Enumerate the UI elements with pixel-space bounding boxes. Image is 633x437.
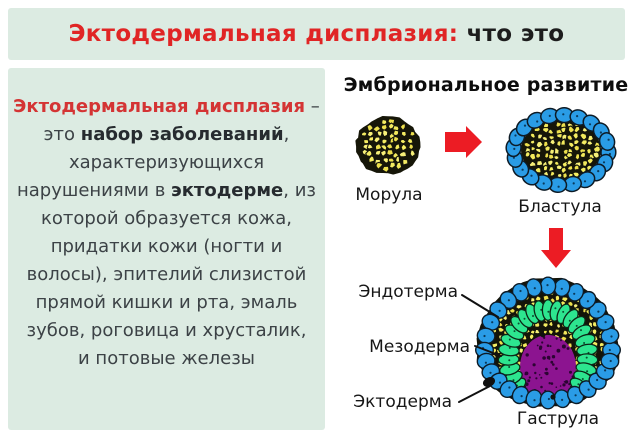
info-line: волосы), эпителий слизистой (26, 264, 307, 285)
morula-illustration (353, 114, 423, 180)
ectoderm-label: Эктодерма (353, 392, 452, 412)
info-line: которой образуется кожа, (41, 208, 292, 229)
info-panel (8, 68, 325, 430)
info-line: прямой кишки и рта, эмаль (35, 292, 298, 313)
info-line: Эктодермальная дисплазия – (13, 96, 320, 117)
blastula-label: Бластула (518, 197, 602, 217)
title-banner (8, 8, 625, 60)
info-line: придатки кожи (ногти и (50, 236, 283, 257)
info-line: нарушениями в эктодерме, из (16, 180, 316, 201)
arrow-down-icon (541, 228, 571, 268)
gastrula-label: Гаструла (516, 409, 600, 429)
info-text (8, 93, 325, 373)
page-title-rest: что это (458, 21, 565, 47)
gastrula-illustration (473, 272, 623, 414)
info-line: и потовые железы (78, 348, 255, 369)
info-line: зубов, роговица и хрусталик, (26, 320, 307, 341)
info-line: это набор заболеваний, (43, 124, 290, 145)
endoderm-label: Эндотерма (358, 282, 458, 302)
blastula-illustration (502, 104, 620, 196)
info-line: характеризующихся (68, 152, 265, 173)
embryo-section-title: Эмбриональное развитие (343, 74, 629, 96)
page-title-highlight: Эктодермальная дисплазия: (68, 21, 459, 47)
mesoderm-label: Мезодерма (369, 337, 470, 357)
arrow-right-icon (445, 126, 482, 158)
morula-label: Морула (355, 185, 423, 205)
